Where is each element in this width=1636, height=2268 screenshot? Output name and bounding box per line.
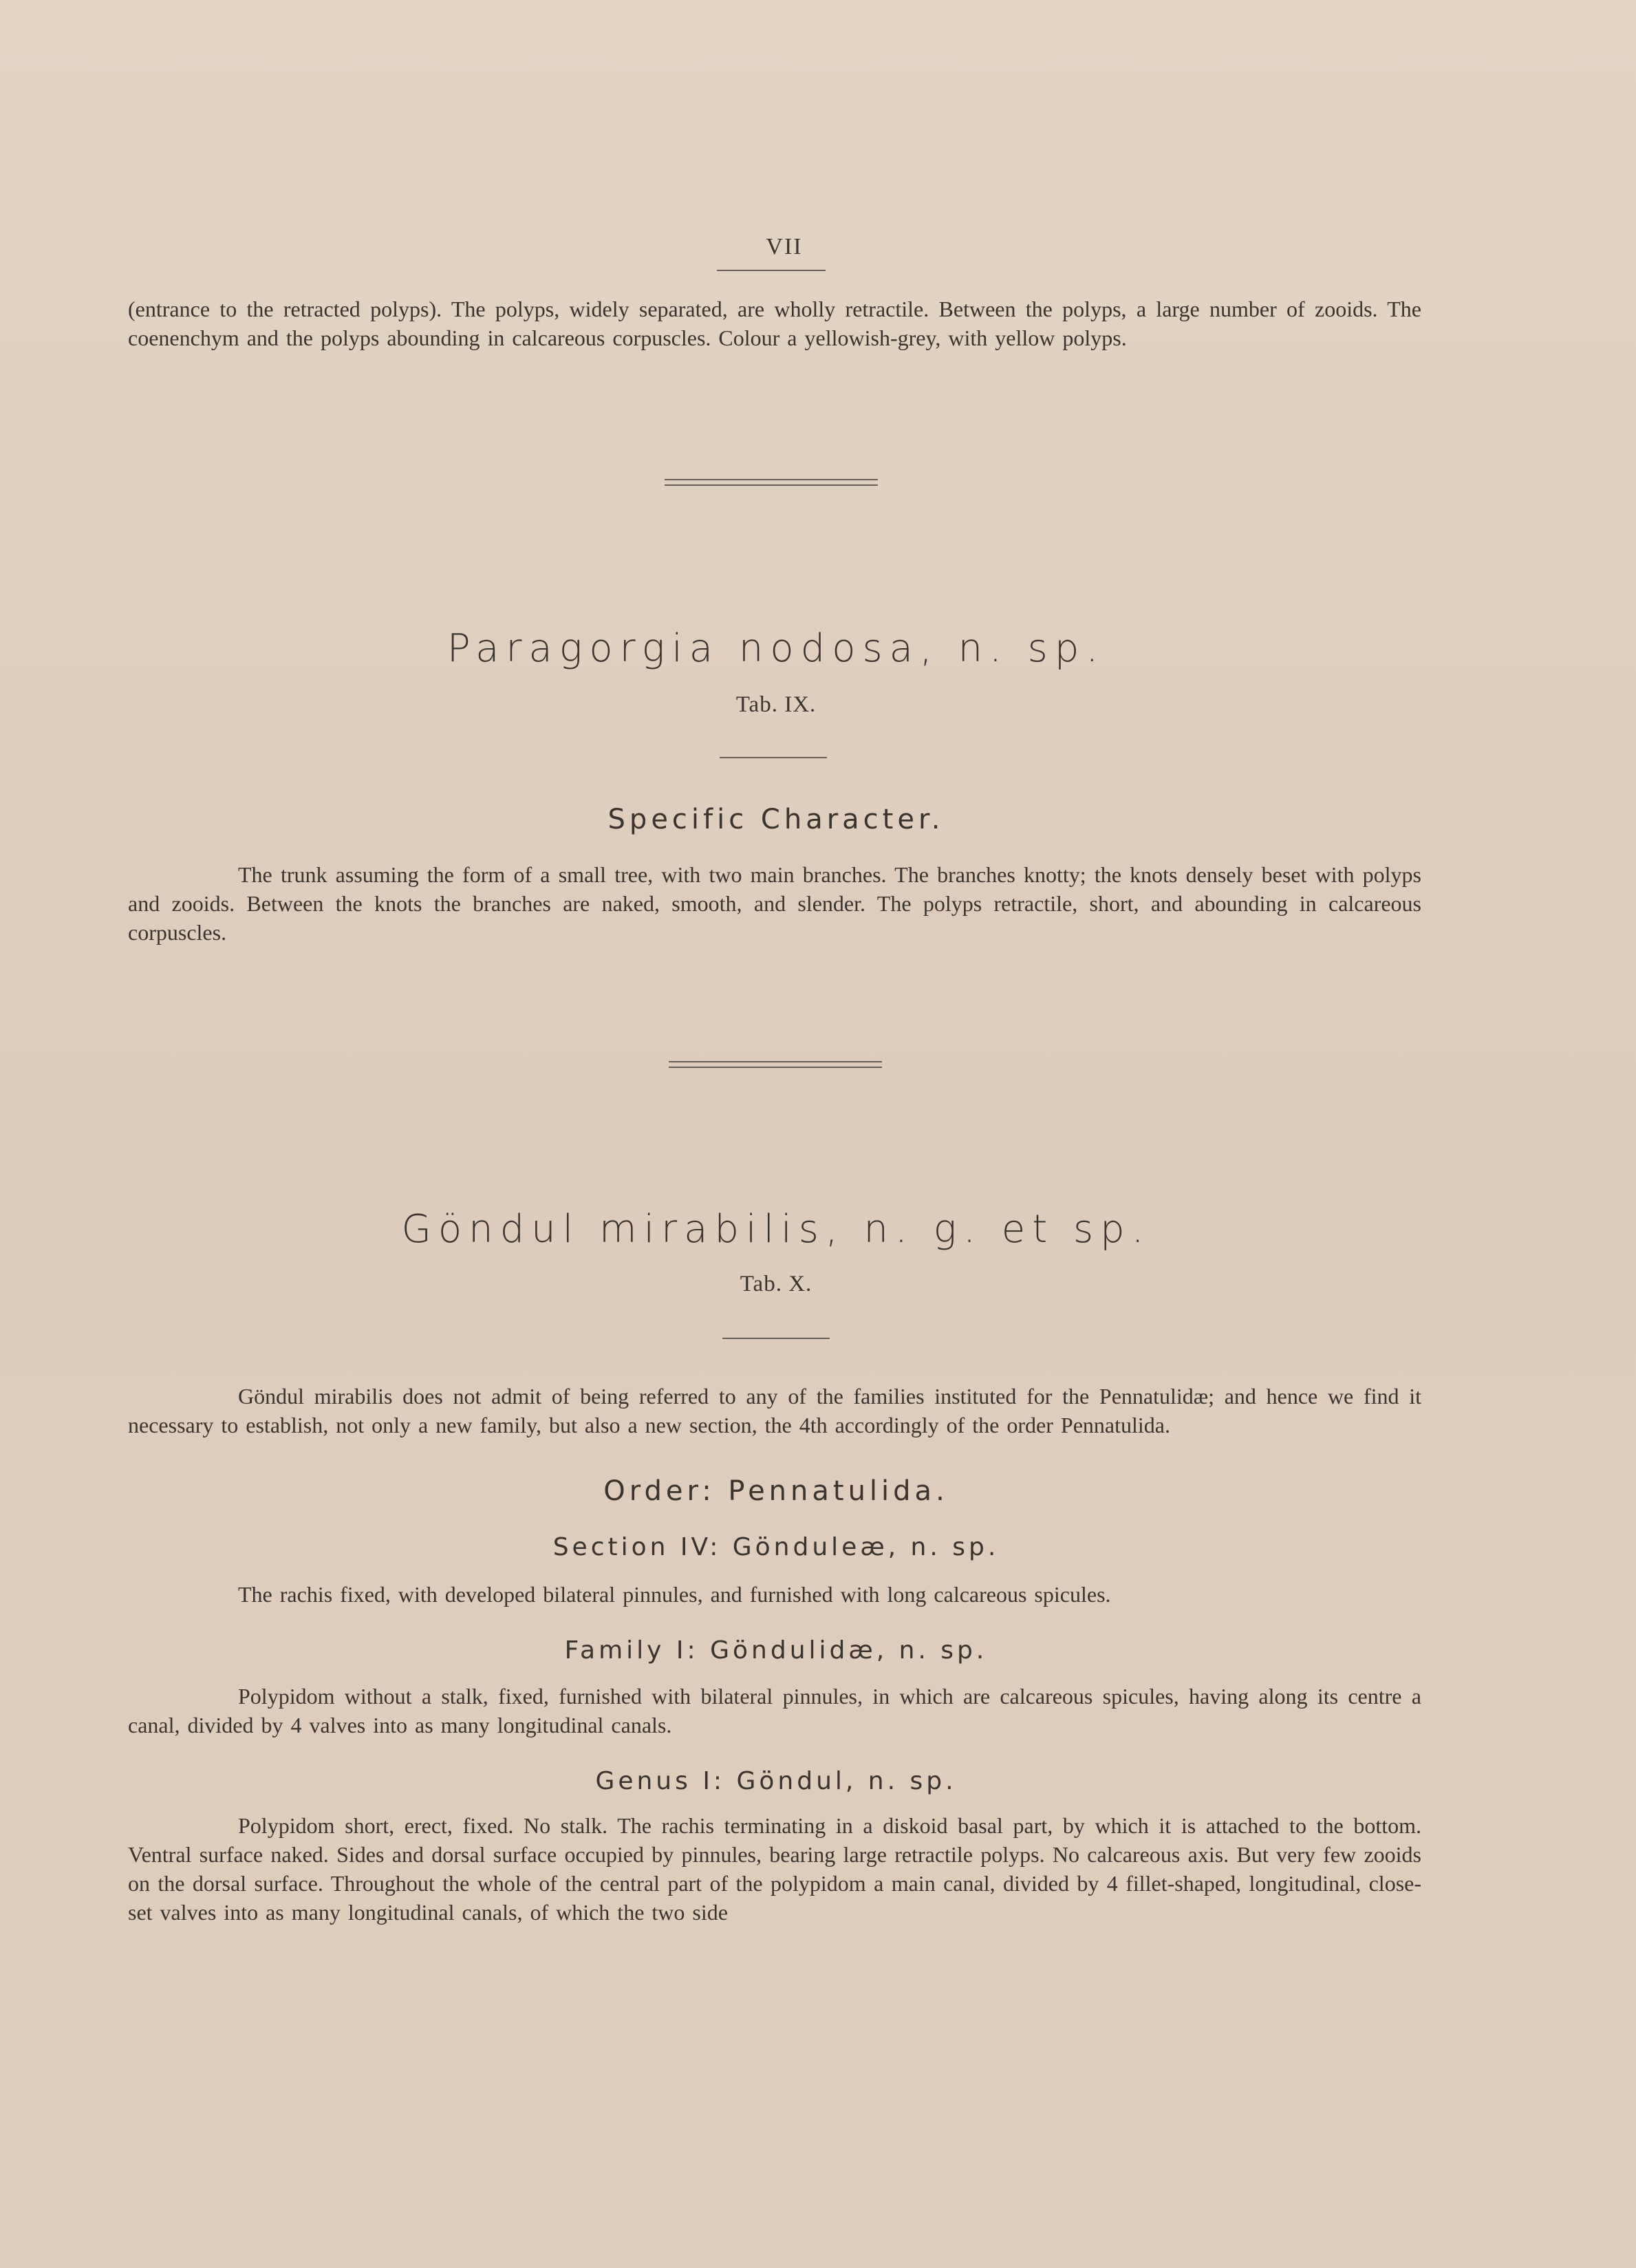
page-number-rule: [717, 270, 826, 271]
gondul-intro: Göndul mirabilis does not admit of being referred to any of the families instituted for the Pennatulidæ; and hence we find it necessary to establish, not only a new family, but also a new section, the 4th accordingly of the order Pennatulida.: [128, 1384, 1421, 1437]
section-divider: [669, 1061, 882, 1068]
intro-paragraph: (entrance to the retracted polyps). The polyps, widely separated, are wholly retractile. Between the polyps, a large number of zooids. The coenenchym and the polyps abounding in calcareous corpuscles. Colour a yellowish-grey, with yellow polyps.: [128, 297, 1421, 350]
gondul-tab: Tab. X.: [740, 1272, 812, 1296]
family-heading: Family I: Göndulidæ, n. sp.: [564, 1636, 988, 1665]
gondul-rule: [722, 1338, 830, 1339]
genus-heading: Genus I: Göndul, n. sp.: [595, 1767, 957, 1795]
paragorgia-text: The trunk assuming the form of a small tree, with two main branches. The branches knotty; the knots densely beset with polyps and zooids. Between the knots the branches are naked, smooth, and slender. The polyps retractile, short, and abounding in calcareous corpuscles.: [128, 862, 1421, 945]
order-heading: Order: Pennatulida.: [603, 1475, 949, 1507]
paragorgia-title: Paragorgia nodosa, n. sp.: [446, 626, 1106, 671]
section-divider: [665, 479, 878, 486]
page-number: VII: [766, 234, 803, 259]
section-text: The rachis fixed, with developed bilateral pinnules, and furnished with long calcareous spicules.: [238, 1582, 1111, 1607]
genus-text: Polypidom short, erect, fixed. No stalk. The rachis terminating in a diskoid basal part, by which it is attached to the bottom. Ventral surface naked. Sides and dorsal surface occupied by pinnules, bearing large retractile polyps. No calcareous axis. But very few zooids on the dorsal surface. Throughout the whole of the central part of the polypidom a main canal, divided by 4 fillet-shaped, longitudinal, close-set valves into as many longitudinal canals, of which the two side: [128, 1813, 1421, 1925]
paragorgia-rule: [720, 757, 827, 758]
family-text: Polypidom without a stalk, fixed, furnished with bilateral pinnules, in which are calcareous spicules, having along its centre a canal, divided by 4 valves into as many longitudinal canals.: [128, 1684, 1421, 1737]
paragorgia-tab: Tab. IX.: [735, 692, 817, 717]
specific-character-heading: Specific Character.: [607, 804, 945, 835]
gondul-title: Göndul mirabilis, n. g. et sp.: [401, 1207, 1151, 1252]
section-heading: Section IV: Gönduleæ, n. sp.: [552, 1533, 1000, 1561]
